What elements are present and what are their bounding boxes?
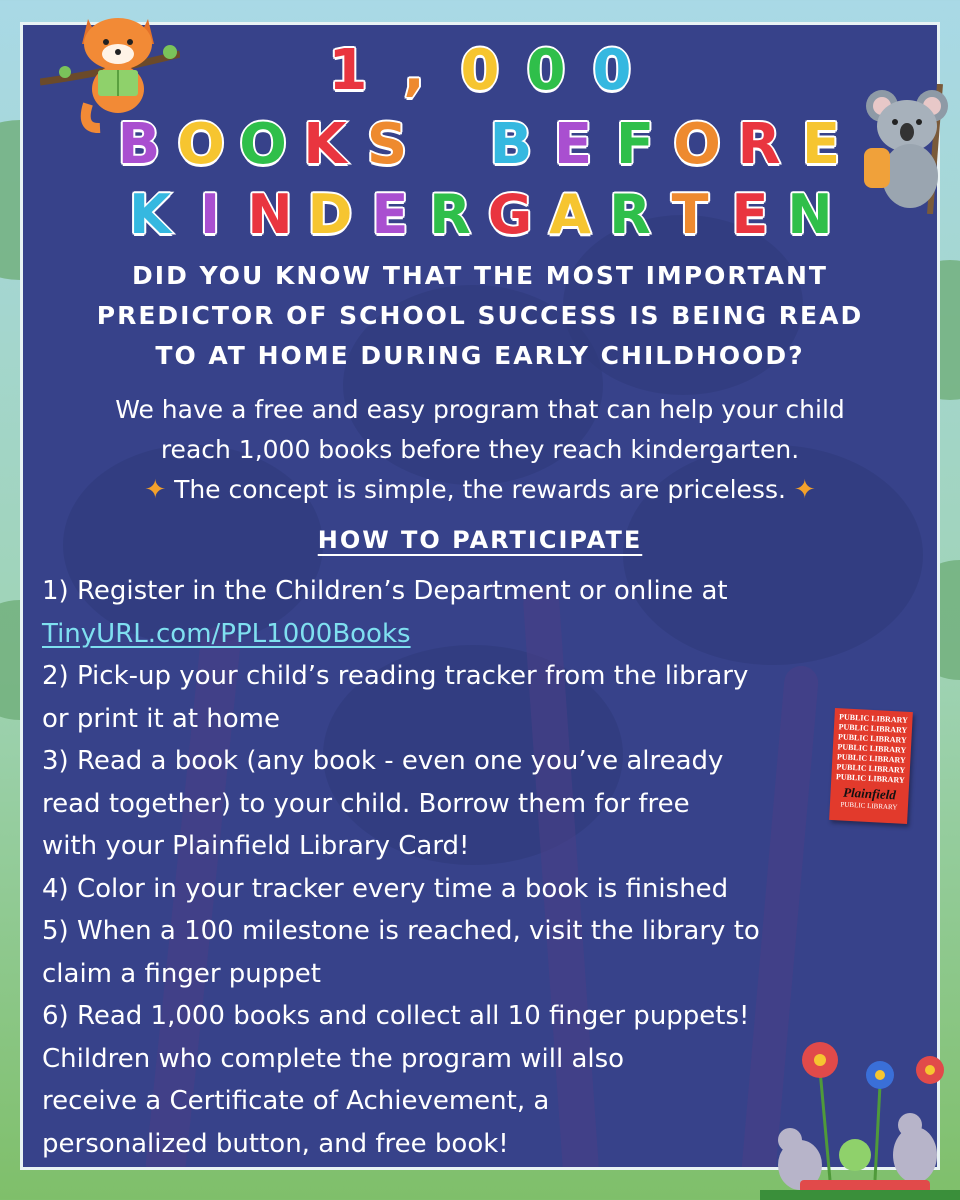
step-1-link-line [42, 613, 922, 656]
title-letter: O [239, 112, 287, 177]
title-letter: A [549, 183, 591, 246]
card-row: PUBLIC LIBRARY [837, 742, 907, 755]
title-letter: R [737, 112, 781, 177]
intro-line: reach 1,000 books before they reach kindergarten. [160, 435, 800, 464]
intro-line: We have a free and easy program that can help your child [115, 395, 845, 424]
completion-note: receive a Certificate of Achievement, a [42, 1086, 550, 1116]
card-row: PUBLIC LIBRARY [838, 712, 909, 725]
title-letter: K [303, 112, 347, 177]
title-letter: E [731, 183, 769, 246]
title-letter: S [366, 112, 408, 177]
title-letter: B [117, 112, 161, 177]
title-letter: T [671, 183, 709, 246]
step-3-cont: with your Plainfield Library Card! [42, 831, 470, 861]
title-letter: E [801, 112, 841, 177]
title-letter: 0 [460, 38, 500, 103]
title-letter: E [553, 112, 593, 177]
title-letter: , [403, 38, 425, 103]
title-letter: G [487, 183, 533, 246]
library-card [829, 708, 913, 824]
title-line-3 [0, 183, 960, 246]
completion-note: personalized button, and free book! [42, 1128, 509, 1159]
section-heading [0, 526, 960, 554]
how-to-participate-heading: HOW TO PARTICIPATE [317, 526, 643, 554]
intro-line: The concept is simple, the rewards are priceless. [174, 475, 786, 504]
title-letter: R [429, 183, 471, 246]
card-row: PUBLIC LIBRARY [836, 752, 907, 765]
title-letter: R [609, 183, 651, 246]
title-line-1 [0, 38, 960, 103]
card-library-name: Plainfield [842, 784, 897, 803]
title-letter: I [199, 183, 221, 246]
card-footer: PUBLIC LIBRARY [840, 800, 898, 812]
title-letter: N [787, 183, 833, 246]
title-letter [418, 112, 480, 177]
intro-text [0, 390, 960, 510]
steps-list [42, 570, 922, 1165]
sparkle-icon: ✦ [793, 475, 816, 505]
title-letter: O [177, 112, 225, 177]
sparkle-icon: ✦ [144, 475, 167, 505]
title-letter: F [615, 112, 655, 177]
card-row: PUBLIC LIBRARY [836, 762, 906, 775]
title-letter: D [307, 183, 353, 246]
step-3-cont: read together) to your child. Borrow them for free [42, 788, 690, 819]
step-6: 6) Read 1,000 books and collect all 10 finger puppets! [42, 1001, 750, 1031]
step-3: 3) Read a book (any book - even one you’ve already [42, 746, 724, 776]
title-letter: 1 [328, 38, 368, 103]
title-line-2 [0, 112, 960, 177]
completion-note: Children who complete the program will also [42, 1043, 625, 1074]
step-5: 5) When a 100 milestone is reached, visit the library to [42, 916, 760, 946]
intro-line-3 [0, 470, 960, 510]
question-line: TO AT HOME DURING EARLY CHILDHOOD? [155, 341, 805, 370]
title-letter: N [247, 183, 293, 246]
step-1: 1) Register in the Children’s Department or online at [42, 576, 728, 606]
title-letter: 0 [526, 38, 566, 103]
question-line: PREDICTOR OF SCHOOL SUCCESS IS BEING READ [96, 301, 864, 330]
card-row: PUBLIC LIBRARY [835, 772, 905, 785]
registration-link[interactable]: TinyURL.com/PPL1000Books [42, 618, 411, 649]
title-letter: O [673, 112, 721, 177]
question-line: DID YOU KNOW THAT THE MOST IMPORTANT [132, 261, 828, 290]
step-2: 2) Pick-up your child’s reading tracker from the library [42, 661, 749, 691]
title-letter: 0 [592, 38, 632, 103]
card-row: PUBLIC LIBRARY [837, 732, 908, 745]
title-letter: K [129, 183, 171, 246]
step-2-cont: or print it at home [42, 703, 280, 734]
step-4: 4) Color in your tracker every time a book is finished [42, 873, 729, 904]
title-letter: B [489, 112, 533, 177]
step-5-cont: claim a finger puppet [42, 958, 321, 989]
headline-question [0, 256, 960, 376]
title-letter: E [371, 183, 409, 246]
card-row: PUBLIC LIBRARY [838, 722, 908, 735]
